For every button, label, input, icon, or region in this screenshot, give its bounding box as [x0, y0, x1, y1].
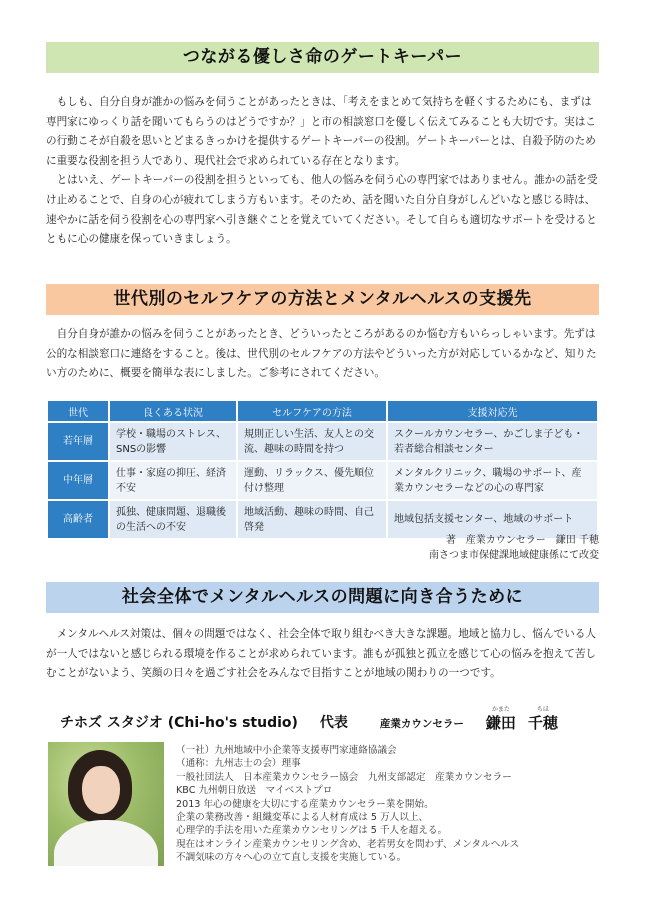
author-photo [48, 742, 164, 866]
situation-cell: 孤独、健康問題、退職後の生活への不安 [109, 500, 237, 539]
author-role: 代表 [319, 715, 348, 731]
table-header-row [47, 400, 598, 422]
generation-cell: 中年層 [47, 461, 109, 500]
generation-cell: 高齢者 [47, 500, 109, 539]
support-table [46, 399, 599, 540]
situation-cell: 学校・職場のストレス、SNSの影響 [109, 422, 237, 461]
section-title-society: 社会全体でメンタルヘルスの問題に向き合うために [46, 582, 599, 613]
selfcare-cell: 地域活動、趣味の時間、自己啓発 [237, 500, 387, 539]
bio-line: 不調気味の方々へ心の立て直し支援を実施している。 [176, 852, 407, 864]
generation-cell: 若年層 [47, 422, 109, 461]
col-header-situation: 良くある状況 [109, 400, 237, 422]
author-title: 産業カウンセラー [379, 718, 464, 730]
support-cell: スクールカウンセラー、かごしま子ども・若者総合相談センター [387, 422, 598, 461]
selfcare-cell: 運動、リラックス、優先順位付け整理 [237, 461, 387, 500]
surname [486, 706, 516, 732]
author-bio [176, 744, 596, 865]
col-header-generation: 世代 [47, 400, 109, 422]
col-header-support: 支援対応先 [387, 400, 598, 422]
paragraph: もしも、自分自身が誰かの悩みを伺うことがあったときは、「考えをまとめて気持ちを軽くするためにも、まずは専門家にゆっくり話を聞いてもらうのはどうですか？」と市の相談窓口を優しく伝えてみることも大切です。実はこの行動こそが自殺を思いとどまるきっかけを提供するゲートキーパーの役割。ゲートキーパーとは、自殺予防のために重要な役割を担う人であり、現代社会で求められている存在となります。 [46, 96, 596, 167]
col-header-selfcare: セルフケアの方法 [237, 400, 387, 422]
bio-line: （通称：九州志士の会）理事 [176, 758, 301, 770]
selfcare-cell: 規則正しい生活、友人との交流、趣味の時間を持つ [237, 422, 387, 461]
bio-line: 心理学的手法を用いた産業カウンセリングは 5 千人を超える。 [176, 825, 448, 837]
paragraph: とはいえ、ゲートキーパーの役割を担うといっても、他人の悩みを伺う心の専門家ではありません。誰かの話を受け止めることで、自身の心が疲れてしまう方もいます。そのため、話を聞いた自分自身がしんどいなと感じる時は、速やかに話を伺う役割を心の専門家へ引き継ぐことを覚えていてください。そして自らも適切なサポートを受けるとともに心の健康を保っていきましょう。 [46, 174, 598, 246]
surname-ruby: かまた [491, 706, 510, 713]
section-body-selfcare [46, 325, 599, 384]
bio-line: （一社）九州地域中小企業等支援専門家連絡協議会 [176, 745, 397, 756]
table-row [47, 422, 598, 461]
section-title-selfcare: 世代別のセルフケアの方法とメンタルヘルスの支援先 [46, 284, 599, 315]
bio-line: 一般社団法人 日本産業カウンセラー協会 九州支部認定 産業カウンセラー [176, 771, 512, 783]
section-body-society [46, 625, 599, 684]
given-name-ruby: ちほ [536, 706, 549, 713]
paragraph: メンタルヘルス対策は、個々の問題ではなく、社会全体で取り組むべき大きな課題。地域と協力し、悩んでいる人が一人ではないと感じられる環境を作ることが求められています。誰もが孤独と孤立を感じて心の悩みを抱えて苦しむことがないよう、笑顔の日々を過ごす社会をみんなで目指すことが地域の関わりの一つです。 [46, 628, 597, 680]
section-body-gatekeeper [46, 93, 599, 250]
bio-line: 2013 年心の健康を大切にする産業カウンセラー業を開始。 [176, 798, 434, 810]
photo-face [82, 766, 120, 814]
studio-name: チホズ スタジオ (Chi-ho's studio) [60, 715, 298, 731]
table-row [47, 461, 598, 500]
section-title-gatekeeper: つながる優しさ命のゲートキーパー [46, 42, 599, 73]
bio-line: 企業の業務改善・組織変革による人材育成は 5 万人以上、 [176, 812, 429, 824]
given-name [528, 706, 558, 732]
author-signature [60, 702, 600, 732]
table-credit-revision: 南さつま市保健課地域健康係にて改変 [429, 550, 599, 561]
author-name [486, 706, 558, 732]
support-cell: メンタルクリニック、職場のサポート、産業カウンセラーなどの心の専門家 [387, 461, 598, 500]
table-credit-author: 著 産業カウンセラー 鎌田 千穂 [445, 535, 599, 546]
bio-line: KBC 九州朝日放送 マイベストプロ [176, 785, 333, 797]
situation-cell: 仕事・家庭の抑圧、経済不安 [109, 461, 237, 500]
support-cell: 地域包括支援センター、地域のサポート [387, 500, 598, 539]
paragraph: 自分自身が誰かの悩みを伺うことがあったとき、どういったところがあるのか悩む方もいらっしゃいます。先ずは公的な相談窓口に連絡をすること。後は、世代別のセルフケアの方法やどういった方が対応しているかなど、知りたい方のために、概要を簡単な表にしました。ご参考にされてください。 [46, 328, 597, 380]
surname-text: 鎌田 [485, 714, 516, 732]
given-name-text: 千穂 [527, 714, 558, 732]
bio-line: 現在はオンライン産業カウンセリング含め、老若男女を問わず、メンタルヘルス [176, 838, 520, 850]
photo-body [54, 820, 158, 866]
